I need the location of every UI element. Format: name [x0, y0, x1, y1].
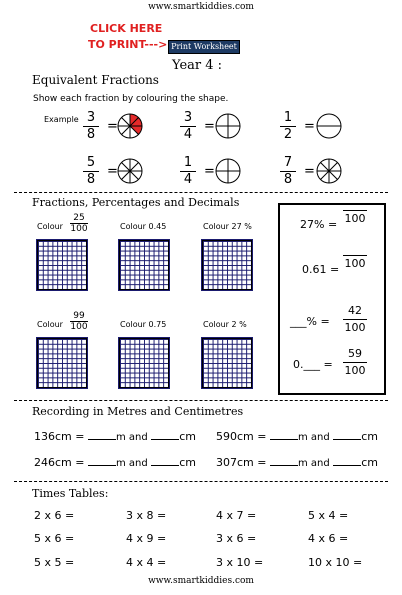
- metres-row: 590cm = m and cm: [216, 430, 378, 443]
- section-divider: [14, 192, 388, 193]
- grid-label: Colour 0.75: [120, 320, 167, 329]
- grid-label: Colour 0.45: [120, 222, 167, 231]
- answer-blank[interactable]: [151, 465, 179, 466]
- times-table-item: 5 x 5 =: [34, 556, 75, 569]
- fraction-7-8: 7 8: [277, 155, 299, 188]
- section2-title: Fractions, Percentages and Decimals: [32, 196, 240, 209]
- fraction-example: [80, 110, 102, 143]
- box-left: 27% =: [300, 218, 338, 231]
- times-table-item: 5 x 4 =: [308, 509, 349, 522]
- times-table-item: 10 x 10 =: [308, 556, 363, 569]
- grid-fraction-99-100: 99 100: [70, 311, 88, 332]
- times-table-item: 3 x 10 =: [216, 556, 264, 569]
- times-table-item: 2 x 6 =: [34, 509, 75, 522]
- fraction-1-2: 1 2: [277, 110, 299, 143]
- times-table-item: 4 x 9 =: [126, 532, 167, 545]
- box-left[interactable]: 0.___ =: [293, 358, 333, 371]
- equals-sign: =: [304, 119, 315, 134]
- circle-halves[interactable]: [316, 113, 342, 139]
- hundred-grid[interactable]: [37, 240, 87, 290]
- grid-fraction-25-100: 25 100: [70, 213, 88, 234]
- section1-instruction: Show each fraction by colouring the shape.: [33, 94, 229, 104]
- answer-blank[interactable]: [151, 439, 179, 440]
- box-left[interactable]: ___% =: [290, 315, 330, 328]
- answer-blank[interactable]: [270, 465, 298, 466]
- section4-title: Times Tables:: [32, 487, 109, 500]
- answer-blank[interactable]: [333, 439, 361, 440]
- fraction-5-8: 5 8: [80, 155, 102, 188]
- metres-row: 246cm = m and cm: [34, 456, 196, 469]
- box-fraction: 59 100: [344, 347, 366, 377]
- grid-label: Colour: [37, 222, 63, 231]
- box-fraction[interactable]: 100: [344, 212, 366, 225]
- fraction-1-4: 1 4: [177, 155, 199, 188]
- equals-sign: =: [204, 164, 215, 179]
- circle-quarters[interactable]: [215, 158, 241, 184]
- section-divider: [14, 400, 388, 401]
- box-fraction[interactable]: 100: [344, 257, 366, 270]
- answer-blank[interactable]: [88, 465, 116, 466]
- hundred-grid[interactable]: [119, 240, 169, 290]
- times-table-item: 3 x 8 =: [126, 509, 167, 522]
- click-here-line2[interactable]: TO PRINT--->: [88, 38, 168, 51]
- circle-eighths[interactable]: [316, 158, 342, 184]
- grid-label: Colour 2 %: [203, 320, 247, 329]
- equals-sign: =: [304, 164, 315, 179]
- section-divider: [14, 481, 388, 482]
- fraction-numerator: 3: [86, 110, 96, 125]
- fraction-3-4: 3 4: [177, 110, 199, 143]
- example-label: Example: [44, 115, 79, 124]
- print-worksheet-button[interactable]: Print Worksheet: [168, 40, 240, 54]
- answer-blank[interactable]: [270, 439, 298, 440]
- section3-title: Recording in Metres and Centimetres: [32, 405, 244, 418]
- times-table-item: 4 x 7 =: [216, 509, 257, 522]
- metres-row: 307cm = m and cm: [216, 456, 378, 469]
- times-table-item: 3 x 6 =: [216, 532, 257, 545]
- equals-sign: =: [204, 119, 215, 134]
- times-table-item: 4 x 6 =: [308, 532, 349, 545]
- equals-sign: =: [107, 164, 118, 179]
- section1-title: Equivalent Fractions: [32, 73, 159, 87]
- hundred-grid[interactable]: [119, 338, 169, 388]
- site-url-bottom[interactable]: www.smartkiddies.com: [148, 576, 254, 586]
- equals-sign: =: [107, 119, 118, 134]
- box-fraction: 42 100: [344, 304, 366, 334]
- hundred-grid[interactable]: [37, 338, 87, 388]
- site-url-top[interactable]: www.smartkiddies.com: [148, 2, 254, 12]
- hundred-grid[interactable]: [202, 240, 252, 290]
- year-label: Year 4 :: [172, 58, 223, 73]
- box-left: 0.61 =: [302, 263, 340, 276]
- answer-blank[interactable]: [88, 439, 116, 440]
- circle-eighths-example[interactable]: [117, 113, 143, 139]
- answer-blank[interactable]: [333, 465, 361, 466]
- grid-label: Colour: [37, 320, 63, 329]
- hundred-grid[interactable]: [202, 338, 252, 388]
- click-here-line1[interactable]: CLICK HERE: [90, 22, 163, 35]
- circle-quarters[interactable]: [215, 113, 241, 139]
- circle-eighths[interactable]: [117, 158, 143, 184]
- times-table-item: 4 x 4 =: [126, 556, 167, 569]
- grid-label: Colour 27 %: [203, 222, 252, 231]
- times-table-item: 5 x 6 =: [34, 532, 75, 545]
- fraction-denominator: 8: [86, 127, 96, 142]
- metres-row: 136cm = m and cm: [34, 430, 196, 443]
